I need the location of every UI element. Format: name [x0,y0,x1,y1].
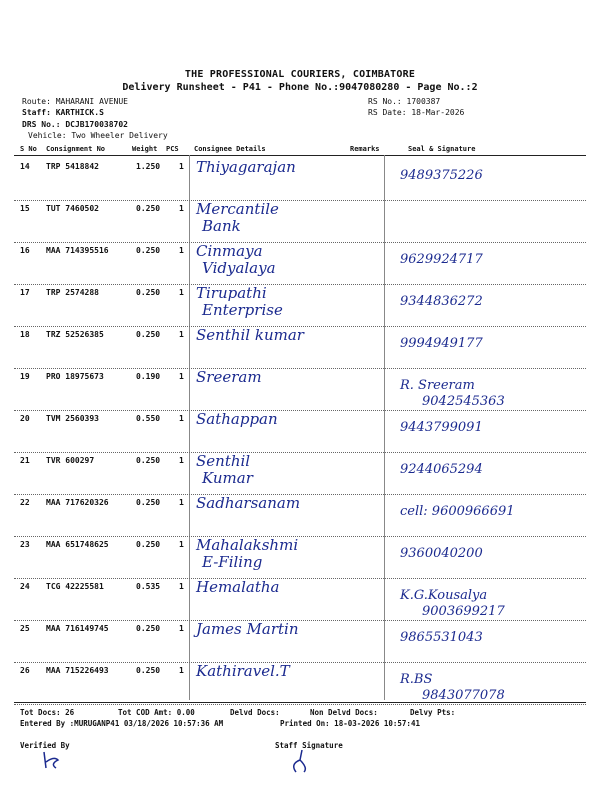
weight-value: 0.250 [136,246,161,255]
consignment-number: MAA 714395516 [46,246,109,255]
receiver-signature: 9489375226 [400,168,483,183]
weight-value: 0.250 [136,540,161,549]
consignee-name: Sadharsanam [196,494,301,512]
serial-number: 21 [20,456,30,465]
consignee-name: Vidyalaya [202,259,276,277]
consignee-name: Senthil [196,452,251,470]
pcs-count: 1 [179,582,184,591]
row-divider [14,200,586,201]
rs-date: RS Date: 18-Mar-2026 [368,108,465,117]
consignment-number: PRO 18975673 [46,372,104,381]
company-name: THE PROFESSIONAL COURIERS, COIMBATORE [184,69,416,80]
row-divider [14,410,586,411]
receiver-signature: 9360040200 [400,546,483,561]
table-row [0,664,600,704]
consignee-name: Sathappan [196,410,278,428]
serial-number: 22 [20,498,30,507]
weight-value: 0.550 [136,414,161,423]
consignment-number: TRZ 52526385 [46,330,104,339]
consignee-name: Bank [202,217,241,235]
table-row [0,496,600,536]
header-divider [14,155,586,156]
serial-number: 23 [20,540,30,549]
pcs-count: 1 [179,666,184,675]
pcs-count: 1 [179,498,184,507]
total-docs: Tot Docs: 26 [20,708,75,717]
weight-value: 0.250 [136,330,161,339]
delivered-docs: Delvd Docs: [230,708,280,717]
consignee-name: Sreeram [196,368,262,386]
verified-by-label: Verified By [20,741,70,750]
consignee-name: Kumar [202,469,253,487]
pcs-count: 1 [179,540,184,549]
weight-value: 0.250 [136,498,161,507]
pcs-count: 1 [179,414,184,423]
table-row [0,412,600,452]
consignment-number: TRP 5418842 [46,162,99,171]
receiver-signature: 9003699217 [422,604,505,619]
consignment-number: MAA 717620326 [46,498,109,507]
verifier-signature [36,748,76,772]
weight-value: 0.250 [136,456,161,465]
receiver-signature: cell: 9600966691 [400,504,515,519]
consignment-number: MAA 651748625 [46,540,109,549]
weight-value: 0.535 [136,582,161,591]
consignee-name: Kathiravel.T [196,662,290,680]
consignee-name: Mahalakshmi [196,536,299,554]
receiver-signature: 9843077078 [422,688,505,703]
consignee-name: Thiyagarajan [196,158,296,176]
row-divider [14,662,586,663]
receiver-signature: R.BS [400,672,433,687]
consignee-name: Tirupathi [196,284,267,302]
serial-number: 14 [20,162,30,171]
row-divider [14,284,586,285]
rs-number: RS No.: 1700387 [368,97,441,106]
table-row [0,160,600,200]
consignment-number: MAA 715226493 [46,666,109,675]
pcs-count: 1 [179,330,184,339]
serial-number: 24 [20,582,30,591]
table-bottom-divider [14,702,586,703]
consignment-number: TCG 42225581 [46,582,104,591]
entered-by: Entered By :MURUGANP41 03/18/2026 10:57:36 AM [20,719,224,728]
table-row [0,370,600,410]
staff-signature [286,748,326,776]
non-delivered-docs: Non Delvd Docs: [310,708,378,717]
table-row [0,286,600,326]
row-divider [14,368,586,369]
serial-number: 19 [20,372,30,381]
pcs-count: 1 [179,288,184,297]
serial-number: 26 [20,666,30,675]
col-remarks: Remarks [350,145,380,153]
table-row [0,538,600,578]
consignee-name: E-Filing [202,553,263,571]
receiver-signature: 9244065294 [400,462,483,477]
row-divider [14,242,586,243]
total-cod-amount: Tot COD Amt: 0.00 [118,708,195,717]
vehicle-label: Vehicle: Two Wheeler Delivery [28,131,168,140]
table-row [0,454,600,494]
consignment-number: TVM 2560393 [46,414,99,423]
weight-value: 0.250 [136,204,161,213]
weight-value: 0.190 [136,372,161,381]
pcs-count: 1 [179,456,184,465]
row-divider [14,536,586,537]
receiver-signature: R. Sreeram [400,378,475,393]
consignment-number: TVR 600297 [46,456,95,465]
delivery-points: Delvy Pts: [410,708,456,717]
runsheet-title: Delivery Runsheet - P41 - Phone No.:9047080280 - Page No.:2 [122,82,478,93]
weight-value: 0.250 [136,624,161,633]
pcs-count: 1 [179,624,184,633]
col-pcs: PCS [166,145,179,153]
table-row [0,328,600,368]
route-label: Route: MAHARANI AVENUE [22,97,128,106]
serial-number: 15 [20,204,30,213]
row-divider [14,620,586,621]
receiver-signature: 9443799091 [400,420,483,435]
receiver-signature: 9042545363 [422,394,505,409]
col-sno: S No [20,145,37,153]
consignee-name: Cinmaya [196,242,263,260]
receiver-signature: K.G.Kousalya [400,588,488,603]
col-consignee: Consignee Details [194,145,266,153]
staff-label: Staff: KARTHICK.S [22,108,104,117]
row-divider [14,452,586,453]
table-row [0,580,600,620]
pcs-count: 1 [179,246,184,255]
pcs-count: 1 [179,372,184,381]
consignee-name: Enterprise [202,301,283,319]
serial-number: 25 [20,624,30,633]
drs-number: DRS No.: DCJB170038702 [22,120,128,129]
printed-on: Printed On: 18-03-2026 10:57:41 [280,719,420,728]
col-weight: Weight [132,145,158,153]
serial-number: 20 [20,414,30,423]
receiver-signature: 9344836272 [400,294,483,309]
pcs-count: 1 [179,204,184,213]
table-row [0,202,600,242]
consignment-number: MAA 716149745 [46,624,109,633]
serial-number: 17 [20,288,30,297]
consignment-number: TRP 2574288 [46,288,99,297]
receiver-signature: 9629924717 [400,252,483,267]
weight-value: 0.250 [136,666,161,675]
pcs-count: 1 [179,162,184,171]
receiver-signature: 9865531043 [400,630,483,645]
row-divider [14,704,586,705]
consignee-name: Senthil kumar [196,326,304,344]
col-seal-signature: Seal & Signature [408,145,476,153]
col-consignment: Consignment No [46,145,106,153]
serial-number: 16 [20,246,30,255]
row-divider [14,578,586,579]
consignee-name: Hemalatha [196,578,280,596]
weight-value: 0.250 [136,288,161,297]
table-row [0,622,600,662]
receiver-signature: 9994949177 [400,336,483,351]
serial-number: 18 [20,330,30,339]
consignee-name: Mercantile [196,200,279,218]
weight-value: 1.250 [136,162,161,171]
table-row [0,244,600,284]
consignment-number: TUT 7460502 [46,204,99,213]
staff-signature-label: Staff Signature [275,741,343,750]
consignee-name: James Martin [196,620,299,638]
